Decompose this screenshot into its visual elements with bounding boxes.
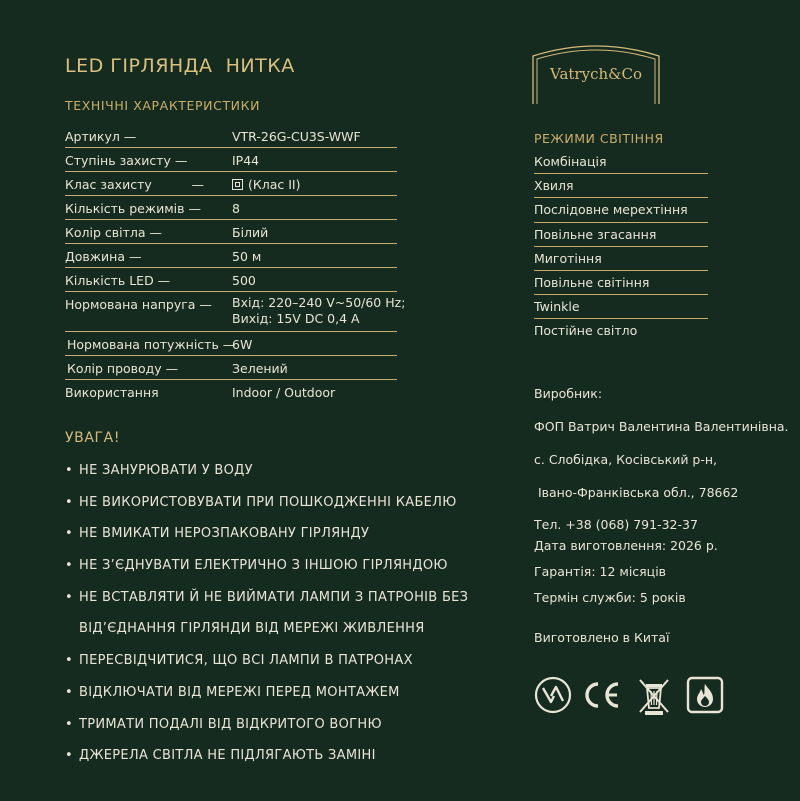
spec-row-wire-color: [65, 356, 397, 380]
logo-text: Vatrych&Co: [550, 65, 642, 83]
spec-label: Колір проводу —: [67, 361, 179, 376]
bullet: •: [65, 653, 73, 669]
modes-heading: РЕЖИМИ СВІТІННЯ: [534, 131, 664, 146]
mode-item: Миготіння: [534, 247, 708, 271]
warning-item: [65, 713, 485, 745]
warning-item: [65, 649, 485, 681]
maker-phone: Тел. +38 (068) 791-32-37: [534, 517, 698, 532]
spec-row-led-count: [65, 268, 397, 292]
spec-label: Використання: [65, 385, 159, 400]
ua-conformity-icon: [534, 676, 572, 714]
spec-label: Клас захисту —: [65, 177, 204, 192]
specs-heading: ТЕХНІЧНІ ХАРАКТЕРИСТИКИ: [65, 98, 261, 113]
spec-value: Білий: [232, 225, 269, 240]
mode-item: Послідовне мерехтіння: [534, 198, 708, 222]
spec-row-light-color: [65, 220, 397, 244]
warning-list: [65, 459, 485, 776]
class-ii-icon: [232, 179, 243, 190]
spec-row-power: [65, 332, 397, 356]
spec-row-protection-degree: [65, 148, 397, 172]
spec-label: Кількість режимів —: [65, 201, 201, 216]
maker-name: ФОП Ватрич Валентина Валентинівна.: [534, 419, 789, 434]
warning-text: ПЕРЕСВІДЧИТИСЯ, ЩО ВСІ ЛАМПИ В ПАТРОНАХ: [79, 653, 413, 669]
spec-value: 500: [232, 273, 256, 288]
mode-item: Twinkle: [534, 295, 708, 319]
warning-text: ДЖЕРЕЛА СВІТЛА НЕ ПІДЛЯГАЮТЬ ЗАМІНІ: [79, 748, 376, 764]
warning-item: [65, 586, 485, 618]
mode-item: Постійне світло: [534, 323, 638, 339]
product-title: LED ГІРЛЯНДА НИТКА: [65, 55, 295, 77]
spec-label: Нормована потужність —: [67, 337, 236, 352]
warning-text: ВІДКЛЮЧАТИ ВІД МЕРЕЖІ ПЕРЕД МОНТАЖЕМ: [79, 684, 400, 700]
spec-label: Нормована напруга —: [65, 297, 212, 312]
modes-list: [534, 150, 708, 344]
bullet: •: [65, 526, 73, 542]
warning-text: НЕ ВМИКАТИ НЕРОЗПАКОВАНУ ГІРЛЯНДУ: [79, 526, 370, 542]
warning-item: [65, 459, 485, 491]
bullet: •: [65, 463, 73, 478]
spec-label: Кількість LED —: [65, 273, 171, 288]
spec-row-article: [65, 124, 397, 148]
mode-item: Повільне світіння: [534, 271, 708, 295]
mode-item: Хвиля: [534, 174, 708, 198]
warning-item-continuation: [65, 617, 485, 649]
spec-label: Довжина —: [65, 249, 142, 264]
spec-value: Indoor / Outdoor: [232, 385, 336, 400]
fire-safety-icon: [686, 676, 724, 714]
spec-label: Колір світла —: [65, 225, 163, 240]
warning-item: [65, 681, 485, 713]
spec-value-wrap: [232, 177, 301, 192]
made-in: Виготовлено в Китаї: [534, 630, 670, 645]
bullet: •: [65, 716, 73, 732]
brand-logo: [532, 42, 660, 105]
warning-text: НЕ ВИКОРИСТОВУВАТИ ПРИ ПОШКОДЖЕННІ КАБЕЛЮ: [79, 494, 457, 510]
spec-row-usage: [65, 380, 397, 404]
bullet: •: [65, 684, 73, 700]
warning-text: НЕ ЗАНУРЮВАТИ У ВОДУ: [79, 463, 253, 478]
spec-row-voltage: [65, 292, 406, 332]
warning-item: [65, 491, 485, 523]
spec-row-length: [65, 244, 397, 268]
weee-bin-icon: [636, 676, 672, 716]
spec-row-protection-class: [65, 172, 397, 196]
maker-label: Виробник:: [534, 386, 603, 401]
bullet: •: [65, 558, 73, 574]
maker-address-line1: с. Слобідка, Косівський р-н,: [534, 452, 718, 467]
warning-text: ВІД’ЄДНАННЯ ГІРЛЯНДИ ВІД МЕРЕЖІ ЖИВЛЕННЯ: [79, 621, 425, 637]
bullet: •: [65, 589, 73, 605]
spec-value: 50 м: [232, 249, 262, 264]
spec-label: Ступінь захисту —: [65, 153, 188, 168]
warranty: Гарантія: 12 місяців: [534, 564, 667, 579]
spec-value: Вхід: 220–240 V~50/60 Hz;: [232, 295, 406, 310]
mode-item: Повільне згасання: [534, 223, 708, 247]
ce-mark-icon: [581, 676, 621, 714]
warning-text: НЕ З’ЄДНУВАТИ ЕЛЕКТРИЧНО З ІНШОЮ ГІРЛЯНДОЮ: [79, 558, 448, 574]
spec-label: Артикул —: [65, 129, 137, 144]
spec-value-output: Вихід: 15V DC 0,4 A: [232, 311, 360, 326]
warning-item: [65, 744, 485, 776]
warning-heading: УВАГА!: [65, 430, 121, 446]
warning-text: ТРИМАТИ ПОДАЛІ ВІД ВІДКРИТОГО ВОГНЮ: [79, 716, 382, 732]
mode-item: Комбінація: [534, 150, 708, 174]
spec-value: VTR-26G-CU3S-WWF: [232, 129, 361, 144]
spec-value: 8: [232, 201, 240, 216]
warning-item: [65, 554, 485, 586]
bullet: •: [65, 748, 73, 764]
service-life: Термін служби: 5 років: [534, 590, 686, 605]
spec-value: Зелений: [232, 361, 288, 376]
warning-item: [65, 522, 485, 554]
spec-value: 6W: [232, 337, 253, 352]
maker-address-line2: Івано-Франківська обл., 78662: [534, 485, 739, 500]
spec-value: (Клас II): [248, 177, 301, 192]
spec-value-wrap: [232, 295, 405, 327]
spec-row-modes-count: [65, 196, 397, 220]
bullet: •: [65, 494, 73, 510]
spec-value: IP44: [232, 153, 260, 168]
production-date: Дата виготовлення: 2026 р.: [534, 538, 718, 553]
warning-text: НЕ ВСТАВЛЯТИ Й НЕ ВИЙМАТИ ЛАМПИ З ПАТРОНІВ БЕЗ: [79, 589, 469, 605]
specs-table: [65, 124, 406, 404]
